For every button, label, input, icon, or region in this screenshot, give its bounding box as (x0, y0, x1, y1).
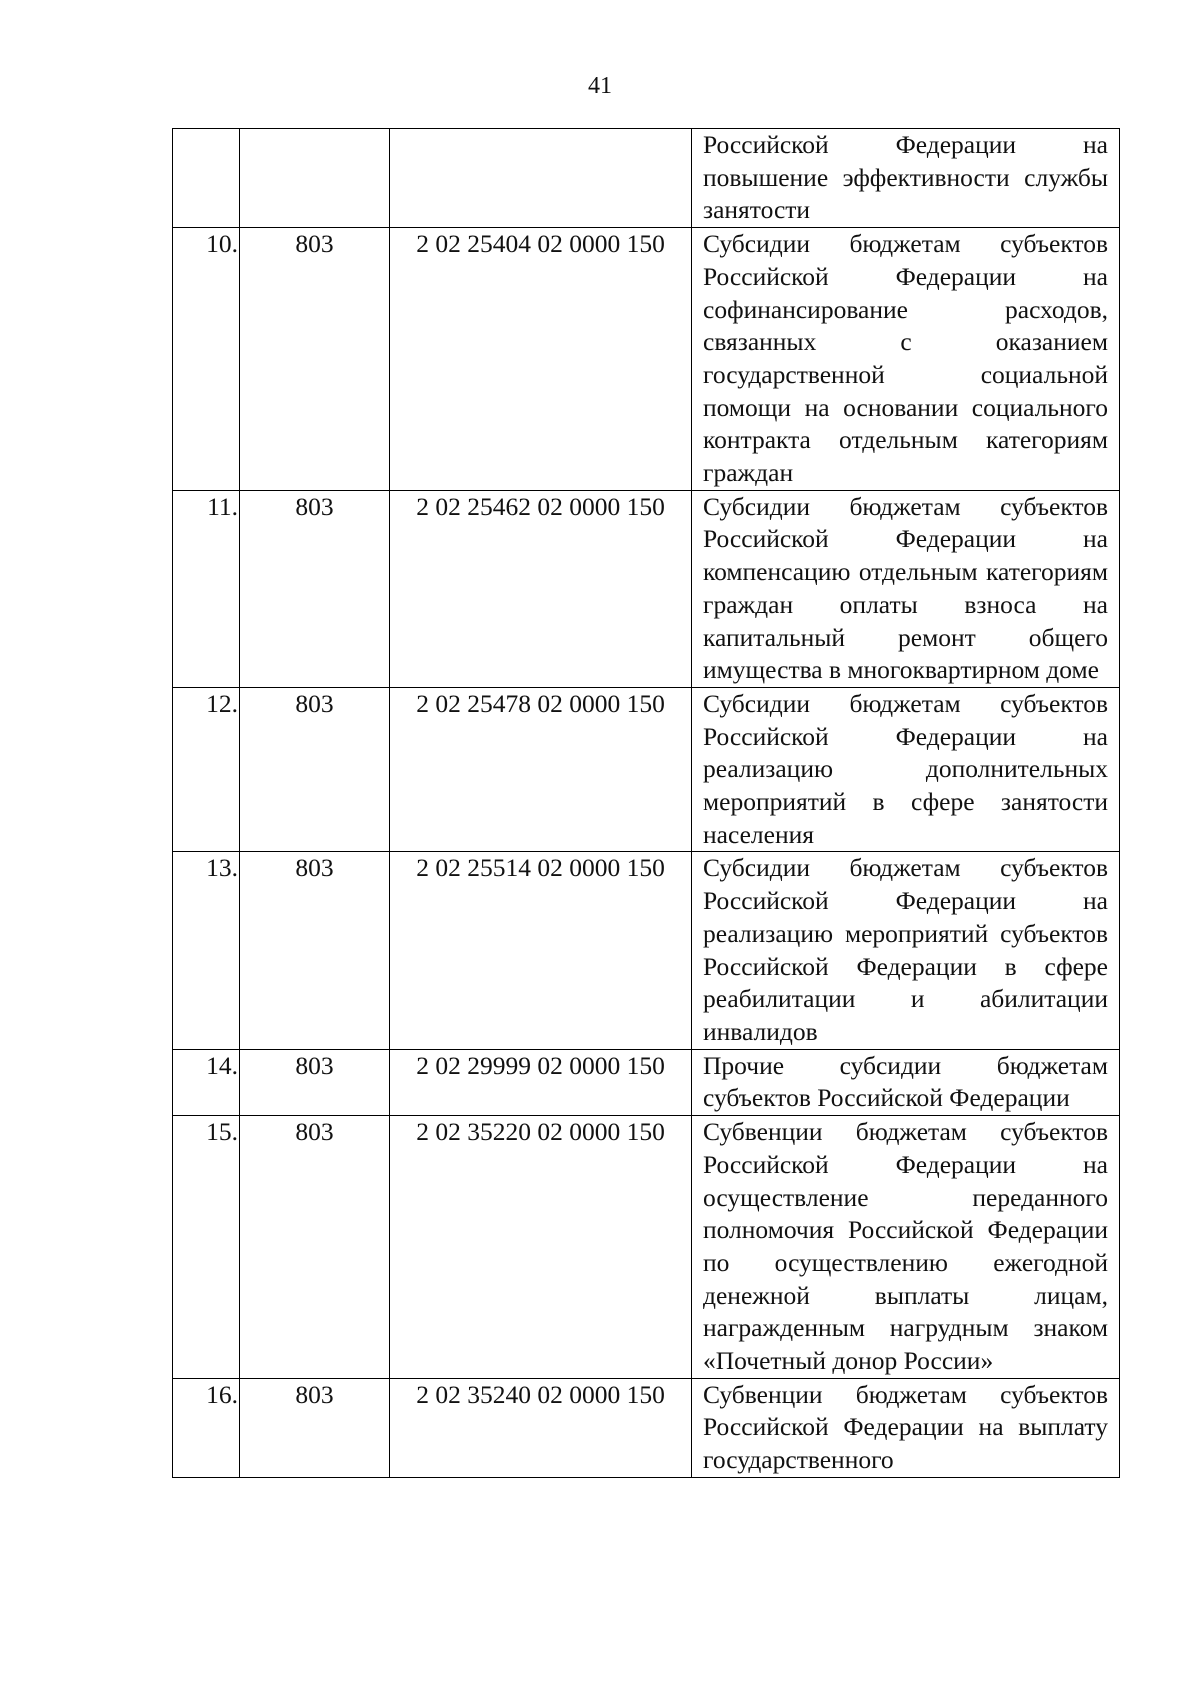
administrator-code-cell (240, 687, 390, 852)
budget-classification-code-cell (390, 1049, 692, 1115)
row-number-cell (173, 490, 240, 687)
administrator-code: 803 (295, 491, 334, 521)
revenue-description: Субсидии бюджетам субъектов Российской Федерации на реализацию мероприятий субъектов Российской Федерации в сфере реабилитации и абилитации инвалидов (703, 853, 1108, 1046)
table-row (173, 490, 1120, 687)
row-number: 16. (206, 1379, 238, 1409)
revenue-description: Субвенции бюджетам субъектов Российской Федерации на осуществление переданного полномочия Российской Федерации по осуществлению ежегодной денежной выплаты лицам, награжденным нагрудным знаком «Почетный донор России» (703, 1117, 1108, 1376)
revenue-description-cell (692, 228, 1120, 491)
budget-classification-code-cell (390, 852, 692, 1049)
table-row (173, 228, 1120, 491)
revenue-description: Субсидии бюджетам субъектов Российской Федерации на компенсацию отдельным категориям граждан оплаты взноса на капитальный ремонт общего имущества в многоквартирном доме (703, 491, 1108, 685)
row-number: 11. (207, 491, 238, 521)
administrator-code-cell (240, 1116, 390, 1379)
budget-classification-code: 2 02 25478 02 0000 150 (416, 688, 665, 718)
revenue-description-cell (692, 490, 1120, 687)
budget-classification-code-cell (390, 228, 692, 491)
budget-classification-code: 2 02 35240 02 0000 150 (416, 1379, 665, 1409)
revenue-description-cell (692, 129, 1120, 228)
row-number-cell (173, 1116, 240, 1379)
row-number: 12. (206, 688, 238, 718)
row-number: 10. (206, 229, 238, 259)
administrator-code-cell (240, 1378, 390, 1477)
revenue-description: Субвенции бюджетам субъектов Российской Федерации на выплату государственного (703, 1379, 1108, 1475)
revenue-description-cell (692, 852, 1120, 1049)
budget-classification-code-cell (390, 129, 692, 228)
administrator-code: 803 (295, 853, 334, 883)
table-row (173, 1116, 1120, 1379)
row-number: 15. (206, 1117, 238, 1147)
row-number-cell (173, 852, 240, 1049)
administrator-code-cell (240, 490, 390, 687)
revenue-description: Субсидии бюджетам субъектов Российской Федерации на реализацию дополнительных мероприятий в сфере занятости населения (703, 688, 1108, 849)
row-number-cell (173, 228, 240, 491)
administrator-code-cell (240, 1049, 390, 1115)
administrator-code-cell (240, 852, 390, 1049)
row-number-cell (173, 687, 240, 852)
administrator-code: 803 (295, 1379, 334, 1409)
budget-classification-code-cell (390, 490, 692, 687)
revenue-description-cell (692, 687, 1120, 852)
administrator-code-cell (240, 228, 390, 491)
revenue-description-cell (692, 1378, 1120, 1477)
administrator-code-cell (240, 129, 390, 228)
budget-classification-code: 2 02 25462 02 0000 150 (416, 491, 665, 521)
revenue-description-cell (692, 1116, 1120, 1379)
budget-classification-code: 2 02 25404 02 0000 150 (416, 229, 665, 259)
revenue-description: Прочие субсидии бюджетам субъектов Российской Федерации (703, 1050, 1108, 1113)
row-number-cell (173, 129, 240, 228)
row-number: 14. (206, 1050, 238, 1080)
table-row (173, 852, 1120, 1049)
administrator-code: 803 (295, 688, 334, 718)
administrator-code: 803 (295, 229, 334, 259)
table-row (173, 129, 1120, 228)
budget-revenue-table (172, 128, 1120, 1478)
budget-classification-code: 2 02 29999 02 0000 150 (416, 1050, 665, 1080)
administrator-code: 803 (295, 1050, 334, 1080)
row-number-cell (173, 1378, 240, 1477)
row-number: 13. (206, 853, 238, 883)
table-row (173, 1049, 1120, 1115)
table-row (173, 1378, 1120, 1477)
budget-classification-code-cell (390, 687, 692, 852)
budget-classification-code-cell (390, 1378, 692, 1477)
administrator-code: 803 (295, 1117, 334, 1147)
revenue-description-cell (692, 1049, 1120, 1115)
revenue-description: Российской Федерации на повышение эффективности службы занятости (703, 130, 1108, 225)
budget-classification-code-cell (390, 1116, 692, 1379)
budget-classification-code: 2 02 35220 02 0000 150 (416, 1117, 665, 1147)
page-number: 41 (588, 73, 612, 99)
budget-classification-code: 2 02 25514 02 0000 150 (416, 853, 665, 883)
revenue-description: Субсидии бюджетам субъектов Российской Федерации на софинансирование расходов, связанных с оказанием государственной социальной помощи на основании социального контракта отдельным категориям граждан (703, 229, 1108, 488)
row-number-cell (173, 1049, 240, 1115)
table-row (173, 687, 1120, 852)
